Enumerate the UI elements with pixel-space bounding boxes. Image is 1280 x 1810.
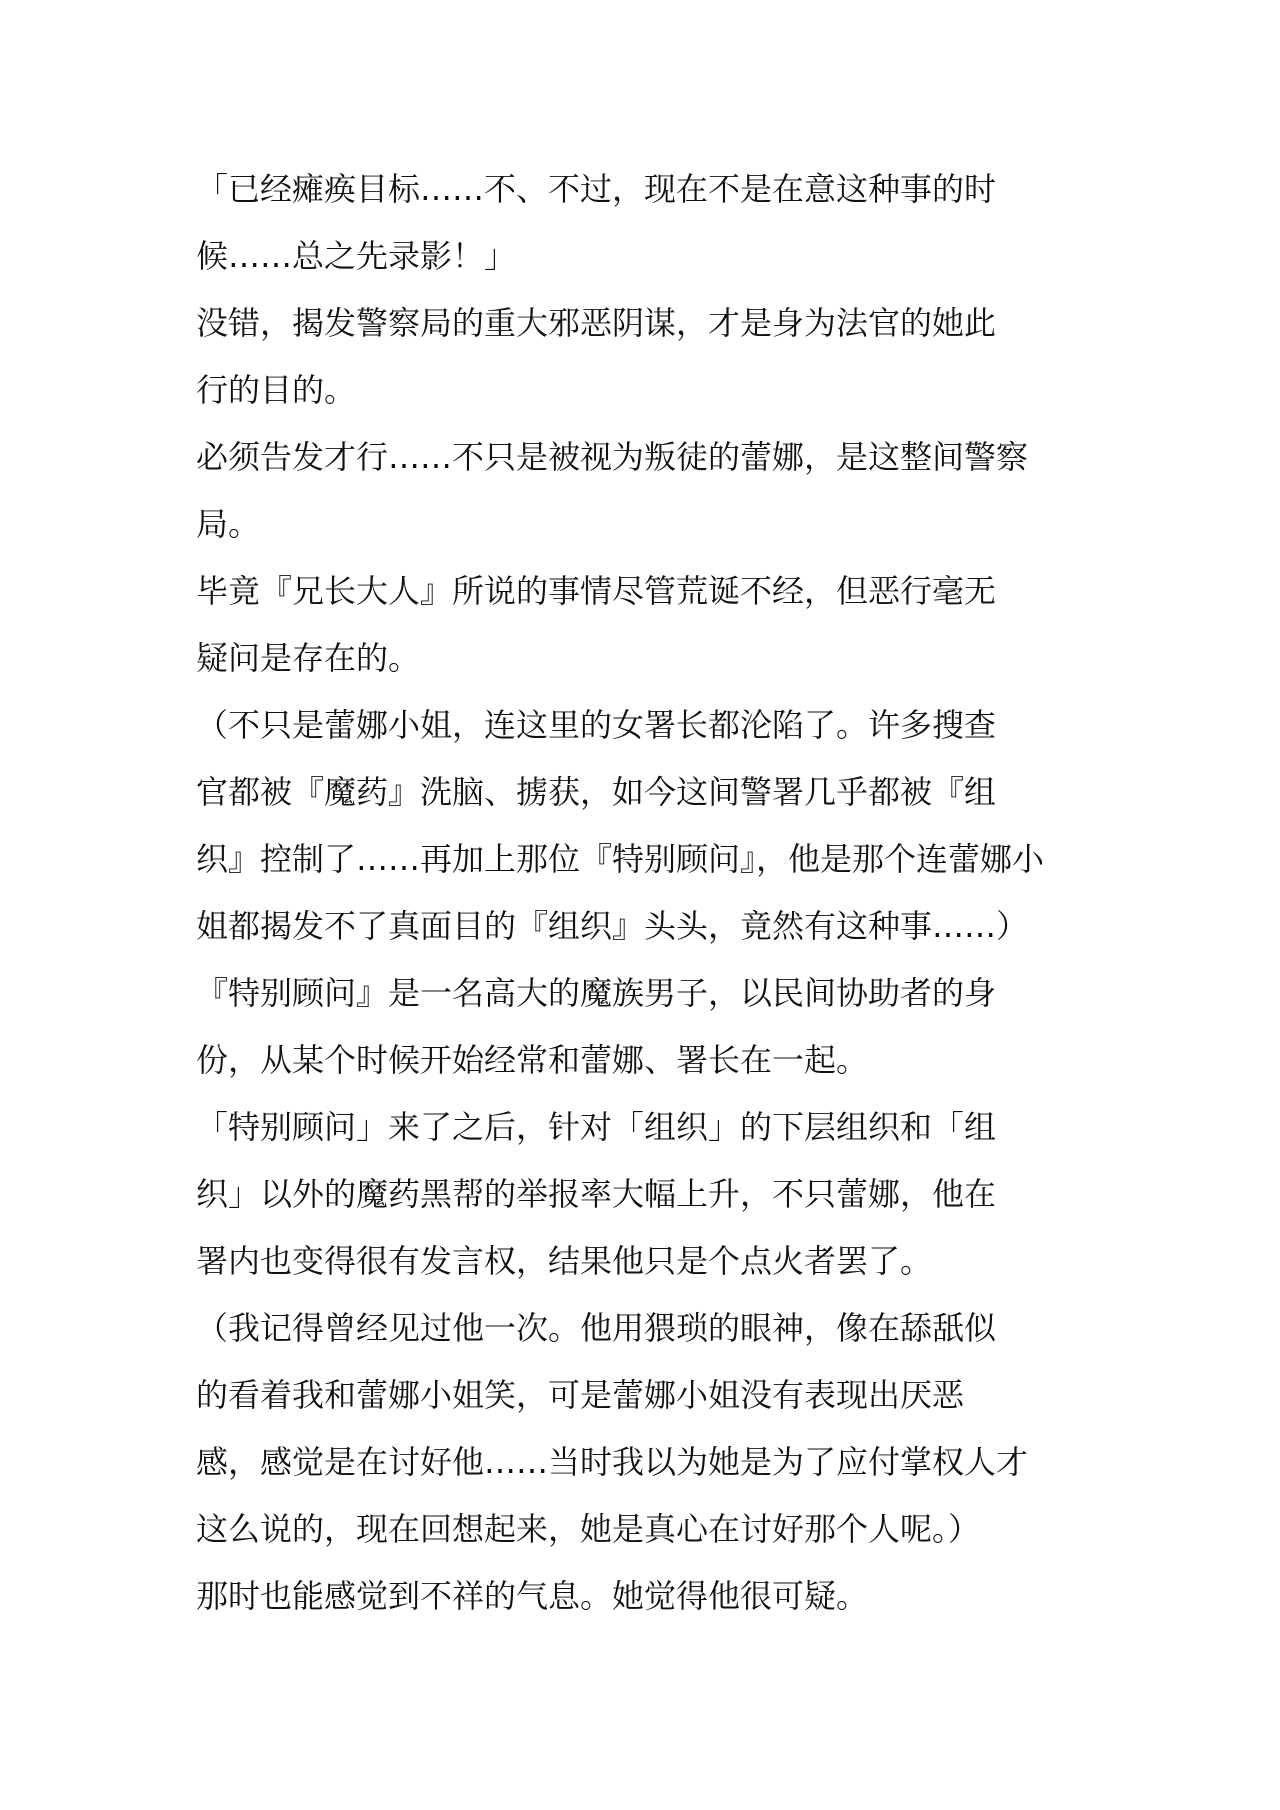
text-line: 「特别顾问」来了之后，针对「组织」的下层组织和「组 — [196, 1108, 997, 1146]
text-line: 候……总之先录影！」 — [196, 237, 517, 275]
text-line: 的看着我和蕾娜小姐笑，可是蕾娜小姐没有表现出厌恶 — [196, 1376, 965, 1414]
text-line: 行的目的。 — [196, 371, 357, 409]
text-line: 织」以外的魔药黑帮的举报率大幅上升，不只蕾娜，他在 — [196, 1175, 997, 1213]
text-line: 没错，揭发警察局的重大邪恶阴谋，才是身为法官的她此 — [196, 304, 997, 342]
body-text — [196, 156, 1126, 1630]
text-line: 毕竟『兄长大人』所说的事情尽管荒诞不经，但恶行毫无 — [196, 572, 997, 610]
text-line: 「已经瘫痪目标……不、不过，现在不是在意这种事的时 — [196, 170, 997, 208]
text-line: 疑问是存在的。 — [196, 639, 421, 677]
text-line: 姐都揭发不了真面目的『组织』头头，竟然有这种事……） — [196, 907, 1029, 945]
text-line: 『特别顾问』是一名高大的魔族男子，以民间协助者的身 — [196, 974, 997, 1012]
text-line: 必须告发才行……不只是被视为叛徒的蕾娜，是这整间警察 — [196, 438, 1029, 476]
text-line: 那时也能感觉到不祥的气息。她觉得他很可疑。 — [196, 1577, 869, 1615]
text-line: 感，感觉是在讨好他……当时我以为她是为了应付掌权人才 — [196, 1443, 1029, 1481]
text-line: 织』控制了……再加上那位『特别顾问』，他是那个连蕾娜小 — [196, 840, 1045, 878]
text-line: （不只是蕾娜小姐，连这里的女署长都沦陷了。许多搜查 — [196, 706, 997, 744]
text-line: 份，从某个时候开始经常和蕾娜、署长在一起。 — [196, 1041, 869, 1079]
text-line: 署内也变得很有发言权，结果他只是个点火者罢了。 — [196, 1242, 933, 1280]
text-line: 这么说的，现在回想起来，她是真心在讨好那个人呢。） — [196, 1510, 981, 1548]
text-line: 局。 — [196, 505, 261, 543]
text-line: （我记得曾经见过他一次。他用猥琐的眼神，像在舔舐似 — [196, 1309, 997, 1347]
text-line: 官都被『魔药』洗脑、掳获，如今这间警署几乎都被『组 — [196, 773, 997, 811]
